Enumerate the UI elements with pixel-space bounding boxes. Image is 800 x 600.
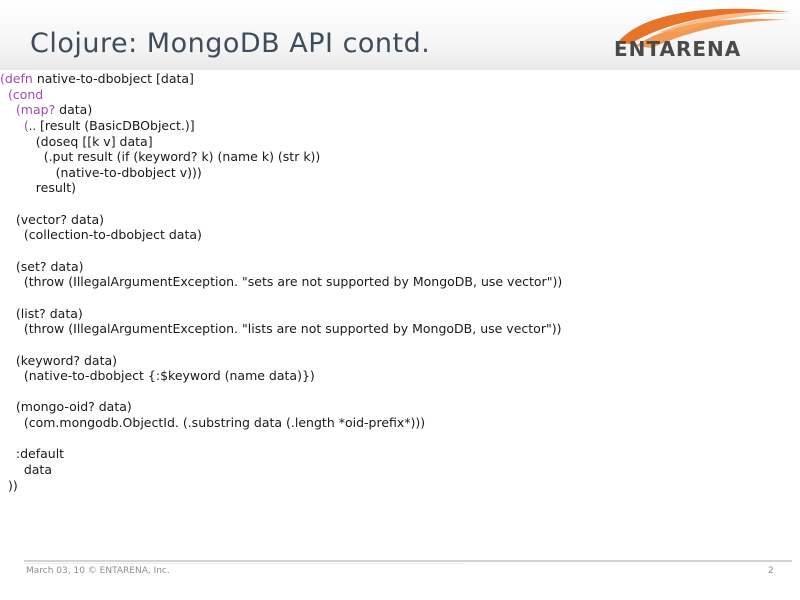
code-text: [result (BasicDBObject.)]	[36, 117, 195, 133]
logo-text: ENTARENA	[614, 37, 742, 61]
code-line: (com.mongodb.ObjectId. (.substring data (.length *oid-prefix*)))	[0, 415, 426, 431]
code-line: data	[0, 462, 52, 478]
code-line: (native-to-dbobject {:$keyword (name data)})	[0, 368, 315, 384]
code-line	[0, 102, 800, 118]
code-paren: (	[0, 102, 21, 118]
slide-title: Clojure: MongoDB API contd.	[30, 28, 431, 59]
code-line: ))	[0, 477, 18, 493]
code-line: (keyword? data)	[0, 352, 118, 368]
code-line: (doseq [[k v] data]	[0, 133, 153, 149]
code-paren: (	[0, 86, 13, 102]
code-line	[0, 290, 800, 306]
slide-header	[0, 0, 800, 70]
code-line: (vector? data)	[0, 211, 105, 227]
code-line	[0, 384, 800, 400]
code-line: :default	[0, 446, 65, 462]
code-block	[0, 71, 800, 493]
entarena-logo	[600, 2, 795, 68]
code-line	[0, 337, 800, 353]
code-dots: ..	[28, 118, 37, 133]
code-line	[0, 118, 800, 134]
footer-divider-shadow	[24, 563, 464, 564]
code-line: (mongo-oid? data)	[0, 399, 132, 415]
code-line	[0, 196, 800, 212]
code-line: result)	[0, 180, 77, 196]
code-keyword: map?	[20, 102, 56, 118]
footer-divider	[24, 560, 792, 562]
code-line: (collection-to-dbobject data)	[0, 227, 202, 243]
code-line: (throw (IllegalArgumentException. "lists are not supported by MongoDB, use vector"))	[0, 321, 562, 337]
code-line	[0, 431, 800, 447]
code-line: (set? data)	[0, 258, 84, 274]
code-text: data)	[55, 102, 93, 118]
code-line: (.put result (if (keyword? k) (name k) (str k))	[0, 149, 321, 165]
code-line	[0, 71, 800, 87]
code-paren: (	[0, 117, 29, 133]
code-line	[0, 87, 800, 103]
code-line	[0, 243, 800, 259]
page-number: 2	[768, 566, 774, 576]
code-line: (throw (IllegalArgumentException. "sets are not supported by MongoDB, use vector"))	[0, 274, 563, 290]
code-keyword: cond	[12, 86, 44, 102]
code-paren: (	[0, 71, 5, 86]
code-text: native-to-dbobject [data]	[32, 71, 194, 86]
code-line: (list? data)	[0, 305, 83, 321]
footer-text: March 03, 10 © ENTARENA, Inc.	[26, 566, 170, 576]
code-keyword: defn	[4, 71, 33, 86]
code-line: (native-to-dbobject v)))	[0, 164, 202, 180]
